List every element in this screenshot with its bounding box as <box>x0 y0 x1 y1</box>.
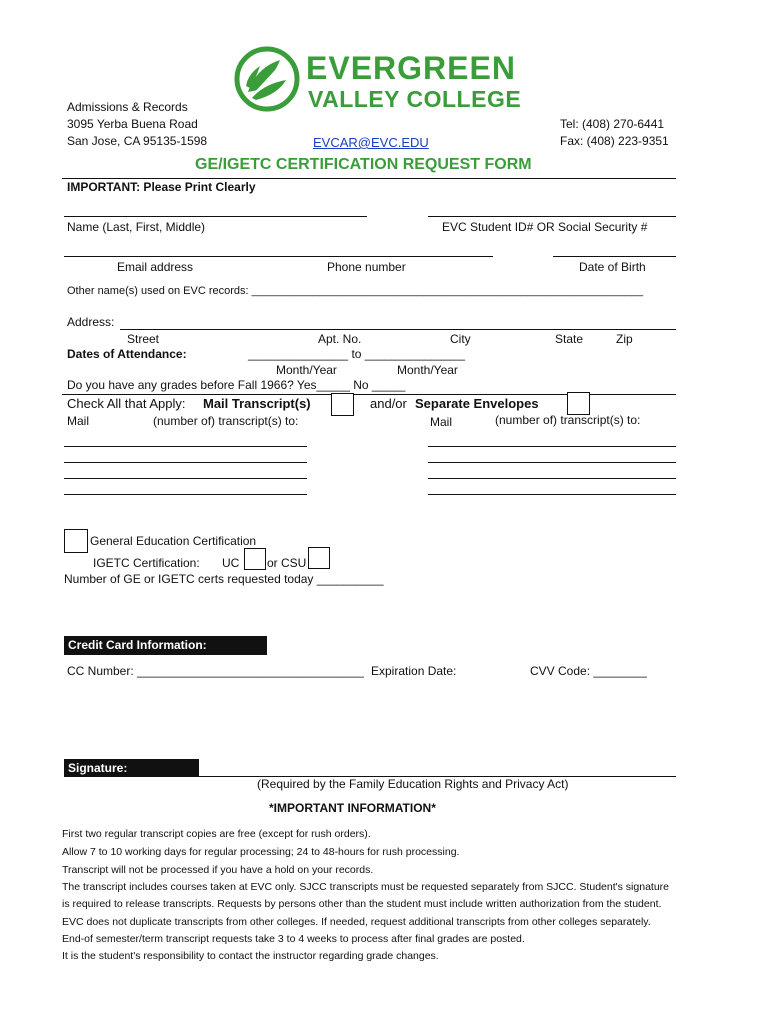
mail-label-right: Mail <box>430 415 453 429</box>
info-line: First two regular transcript copies are free (except for rush orders). <box>62 828 371 840</box>
mail-address-line-left-2[interactable] <box>64 462 307 463</box>
cvv-field[interactable]: CVV Code: ________ <box>530 664 647 678</box>
name-label: Name (Last, First, Middle) <box>67 220 206 234</box>
state-label: State <box>555 332 584 346</box>
apt-label: Apt. No. <box>318 332 362 346</box>
check-all-label: Check All that Apply: <box>67 396 186 411</box>
email-label: Email address <box>117 260 194 274</box>
uc-checkbox[interactable] <box>244 548 266 570</box>
mail-label-left: Mail <box>67 414 90 428</box>
grades-question[interactable]: Do you have any grades before Fall 1966? Yes_____ No _____ <box>67 378 406 392</box>
info-line: EVC does not duplicate transcripts from other colleges. If needed, request additional transcripts from other colleges separately. <box>62 916 651 928</box>
dob-field[interactable] <box>553 256 676 257</box>
logo-text-evergreen: EVERGREEN <box>306 50 516 86</box>
form-title: GE/IGETC CERTIFICATION REQUEST FORM <box>195 156 532 173</box>
mail-address-line-right-4[interactable] <box>428 494 676 495</box>
mail-address-line-left-1[interactable] <box>64 446 307 447</box>
and-or-label: and/or <box>370 396 407 411</box>
college-logo-icon <box>234 46 300 112</box>
mail-address-line-left-3[interactable] <box>64 478 307 479</box>
uc-label: UC <box>222 556 240 570</box>
ge-cert-checkbox[interactable] <box>64 529 88 553</box>
mail-address-line-left-4[interactable] <box>64 494 307 495</box>
address-line-1: Admissions & Records <box>67 100 188 114</box>
address-line-3: San Jose, CA 95135-1598 <box>67 134 208 148</box>
contact-fax: Fax: (408) 223-9351 <box>560 134 669 148</box>
title-divider <box>62 178 676 179</box>
logo-text-valley-college: VALLEY COLLEGE <box>308 86 522 112</box>
zip-label: Zip <box>616 332 633 346</box>
month-year-label-1: Month/Year <box>276 363 337 377</box>
number-certs-field[interactable]: Number of GE or IGETC certs requested today __________ <box>64 572 384 586</box>
mail-address-line-right-2[interactable] <box>428 462 676 463</box>
name-field[interactable] <box>64 216 367 217</box>
student-id-field[interactable] <box>428 216 676 217</box>
address-label: Address: <box>67 315 115 329</box>
dates-field[interactable]: _______________ to _______________ <box>248 347 465 361</box>
info-line: Allow 7 to 10 working days for regular processing; 24 to 48-hours for rush processing. <box>62 846 460 858</box>
student-id-label: EVC Student ID# OR Social Security # <box>442 220 648 234</box>
mail-address-line-right-1[interactable] <box>428 446 676 447</box>
dob-label: Date of Birth <box>579 260 646 274</box>
info-line: End-of semester/term transcript requests take 3 to 4 weeks to process after final grades are posted. <box>62 933 525 945</box>
signature-note: (Required by the Family Education Rights and Privacy Act) <box>257 777 569 791</box>
month-year-label-2: Month/Year <box>397 363 458 377</box>
credit-card-heading: Credit Card Information: <box>64 636 267 655</box>
street-label: Street <box>127 332 160 346</box>
info-line: The transcript includes courses taken at EVC only. SJCC transcripts must be requested separately from SJCC. Student's signature <box>62 881 669 893</box>
contact-email-link[interactable]: EVCAR@EVC.EDU <box>313 135 429 150</box>
separate-envelopes-label: Separate Envelopes <box>415 396 539 411</box>
email-phone-field[interactable] <box>64 256 493 257</box>
important-info-heading: *IMPORTANT INFORMATION* <box>269 801 436 815</box>
dates-label: Dates of Attendance: <box>67 347 187 361</box>
igetc-cert-label: IGETC Certification: <box>93 556 200 570</box>
address-line-2: 3095 Yerba Buena Road <box>67 117 198 131</box>
important-note: IMPORTANT: Please Print Clearly <box>67 180 256 194</box>
csu-checkbox[interactable] <box>308 547 330 569</box>
info-line: is required to release transcripts. Requests by persons other than the student must include written authorization from the student. <box>62 898 662 910</box>
mail-address-line-right-3[interactable] <box>428 478 676 479</box>
separate-envelopes-checkbox[interactable] <box>567 392 590 415</box>
other-names-field[interactable]: Other name(s) used on EVC records: ________________________________________________________________ <box>67 285 644 297</box>
phone-label: Phone number <box>327 260 406 274</box>
or-csu-label: or CSU <box>267 556 307 570</box>
city-label: City <box>450 332 471 346</box>
ge-cert-label: General Education Certification <box>90 534 257 548</box>
info-line: Transcript will not be processed if you have a hold on your records. <box>62 864 374 876</box>
info-line: It is the student's responsibility to contact the instructor regarding grade changes. <box>62 950 439 962</box>
expiration-label: Expiration Date: <box>371 664 457 678</box>
number-transcripts-right: (number of) transcript(s) to: <box>495 413 641 427</box>
address-field[interactable] <box>120 329 676 330</box>
number-transcripts-left: (number of) transcript(s) to: <box>153 414 299 428</box>
contact-tel: Tel: (408) 270-6441 <box>560 117 665 131</box>
mail-transcripts-checkbox[interactable] <box>331 393 354 416</box>
mail-transcripts-label: Mail Transcript(s) <box>203 396 311 411</box>
cc-number-field[interactable]: CC Number: __________________________________ <box>67 664 364 678</box>
signature-heading: Signature: <box>64 759 199 777</box>
